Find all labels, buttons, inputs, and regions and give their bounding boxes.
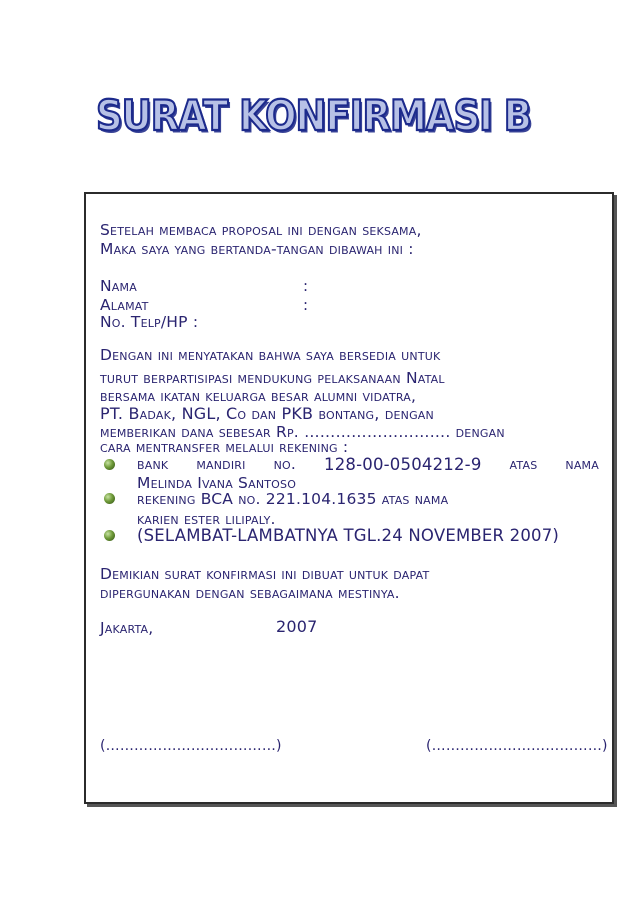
- statement-line-1: Dengan ini menyatakan bahwa saya bersedia untuk: [100, 346, 441, 364]
- closing-line-1: Demikian surat konfirmasi ini dibuat untuk dapat: [100, 565, 430, 583]
- field-label-alamat: Alamat: [100, 296, 149, 314]
- statement-line-4: PT. Badak, NGL, Co dan PKB bontang, dengan: [100, 404, 434, 423]
- statement-line-5: memberikan dana sebesar Rp. ………………………. dengan: [100, 423, 505, 441]
- closing-line-2: dipergunakan dengan sebagaimana mestinya.: [100, 584, 400, 602]
- bullet-1-word: nama: [565, 455, 599, 473]
- field-colon-alamat: :: [303, 296, 309, 314]
- bullet-1-account-number: 128-00-0504212-9: [324, 455, 482, 474]
- bullet-1-word: atas: [509, 455, 538, 473]
- field-label-nama: Nama: [100, 277, 137, 295]
- bullet-3-deadline: (SELAMBAT-LAMBATNYA TGL.24 NOVEMBER 2007): [137, 526, 560, 545]
- place-year: 2007: [276, 617, 318, 636]
- bullet-icon: [104, 493, 115, 504]
- field-colon-nama: :: [303, 277, 309, 295]
- bullet-1-word: mandiri: [196, 455, 246, 473]
- bullet-2-line-2: karien ester lilipaly.: [137, 510, 276, 528]
- intro-line-1: Setelah membaca proposal ini dengan seksama,: [100, 221, 422, 239]
- statement-line-2: turut berpartisipasi mendukung pelaksanaan Natal: [100, 369, 445, 387]
- bullet-1-line-2: Melinda Ivana Santoso: [137, 474, 297, 492]
- bullet-icon: [104, 459, 115, 470]
- bullet-1-word: bank: [137, 455, 169, 473]
- bullet-1-line-1: [137, 455, 599, 474]
- bullet-icon: [104, 530, 115, 541]
- place-city: Jakarta,: [100, 619, 154, 637]
- intro-line-2: Maka saya yang bertanda-tangan dibawah ini :: [100, 240, 414, 258]
- signature-right: (………………………………): [426, 738, 608, 754]
- bullet-2-line-1: rekening BCA no. 221.104.1635 atas nama: [137, 490, 449, 508]
- statement-line-6: cara mentransfer melalui rekening :: [100, 438, 349, 456]
- field-label-telp: No. Telp/HP :: [100, 313, 199, 331]
- document-title: SURAT KONFIRMASI B: [96, 92, 531, 141]
- signature-left: (………………………………): [100, 738, 282, 754]
- bullet-1-word: no.: [273, 455, 296, 473]
- statement-line-3: bersama ikatan keluarga besar alumni vidatra,: [100, 387, 417, 405]
